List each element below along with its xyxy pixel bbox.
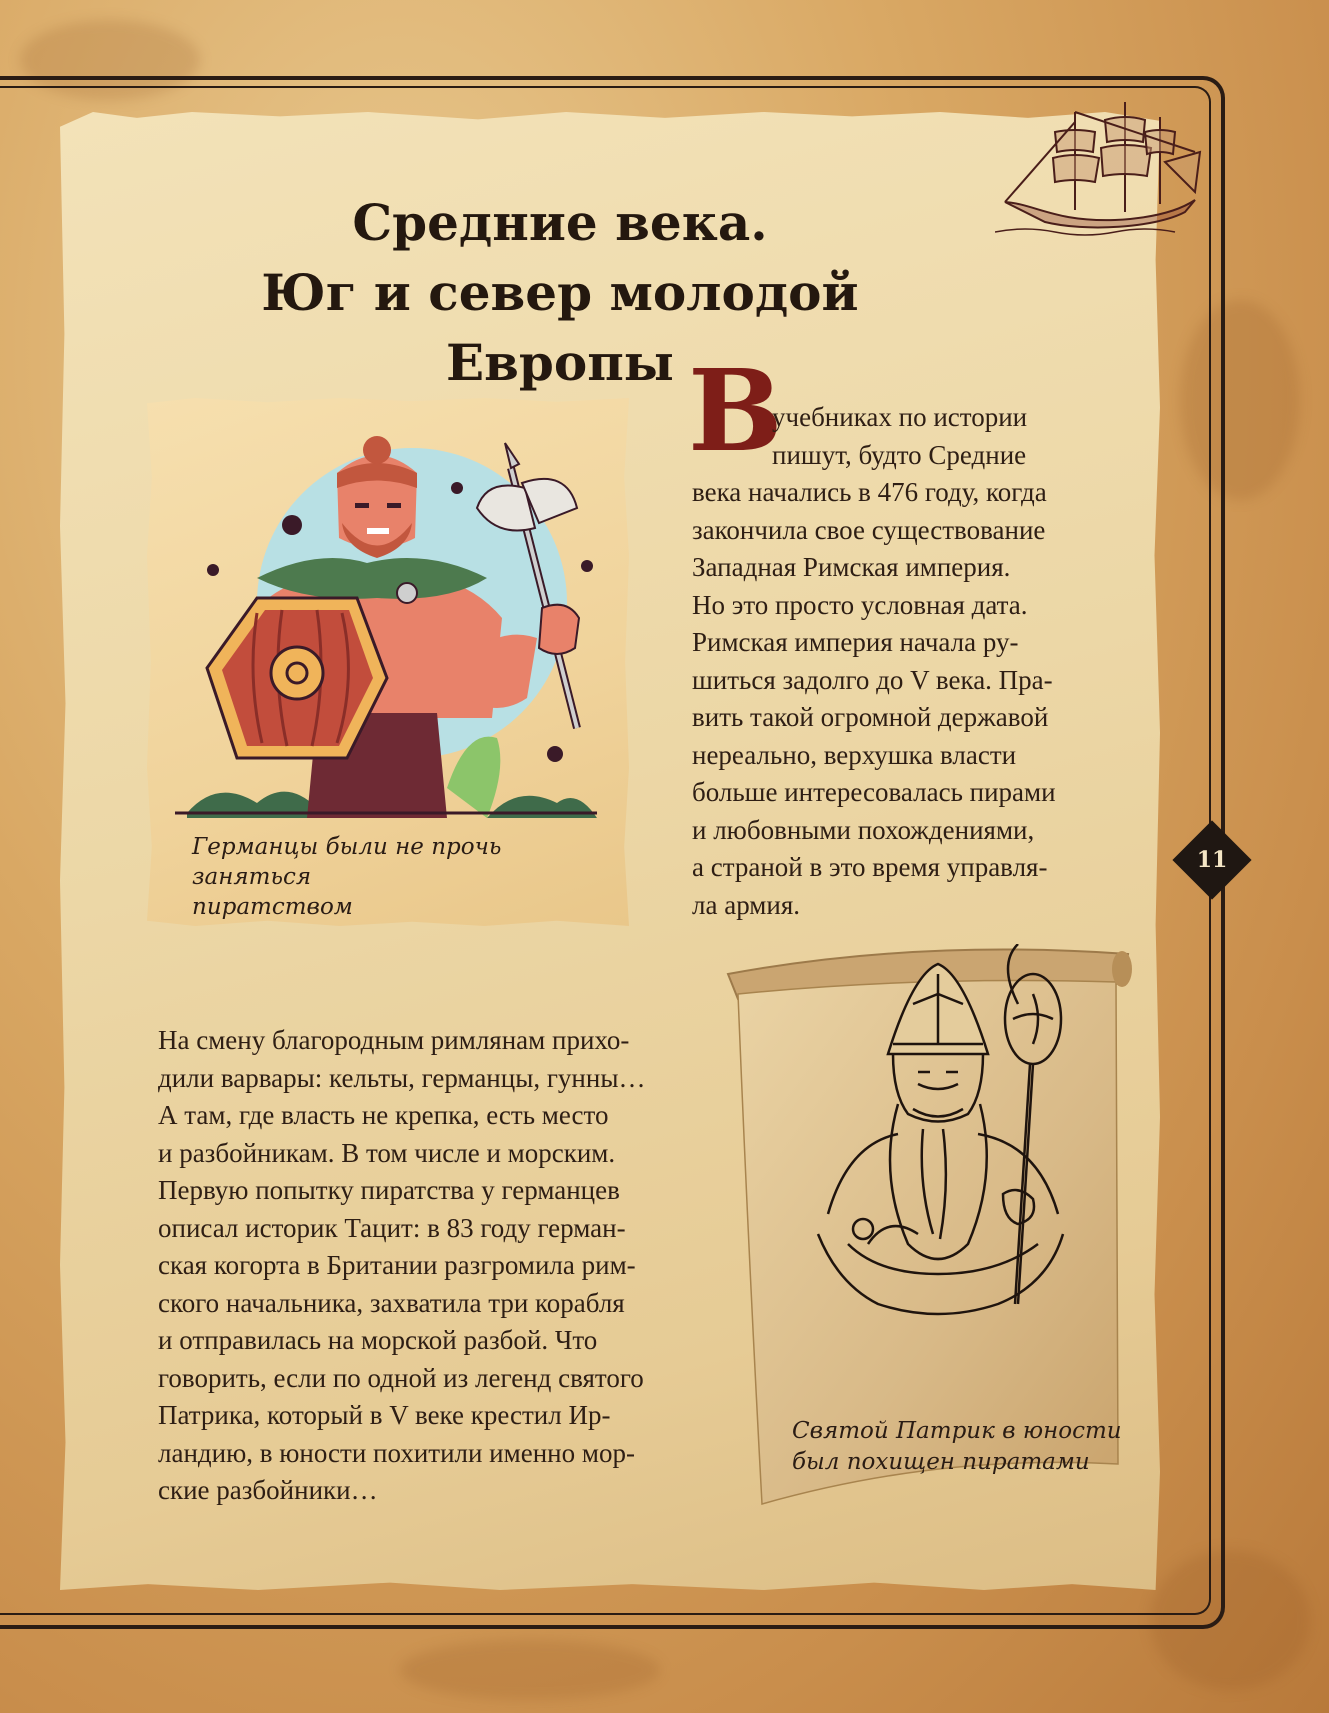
title-line-1: Средние века. <box>352 193 768 252</box>
text-line: ские разбойники… <box>158 1475 378 1505</box>
patrick-caption <box>792 1416 1122 1478</box>
text-line: ского начальника, захватила три корабля <box>158 1287 625 1318</box>
patrick-caption-line-1: Святой Патрик в юности <box>792 1418 1122 1444</box>
text-line: ландию, в юности похитили именно мор- <box>158 1437 635 1468</box>
text-line: Римская империя начала ру- <box>692 627 1019 657</box>
drop-cap: В <box>688 346 783 477</box>
body-paragraph <box>158 1022 738 1510</box>
page-number-badge <box>1172 820 1252 900</box>
text-line: а страной в это время управля- <box>692 852 1048 882</box>
text-line: Западная Римская империя. <box>692 552 1011 582</box>
text-line: говорить, если по одной из легенд святого <box>158 1362 644 1393</box>
patrick-caption-line-2: был похищен пиратами <box>792 1449 1090 1475</box>
text-line: На смену благородным римлянам прихо- <box>158 1025 630 1055</box>
intro-paragraph <box>692 399 1122 924</box>
warrior-caption-line-1: Германцы были не прочь заняться <box>192 834 502 890</box>
page-number: 11 <box>1196 847 1228 873</box>
title-line-2: Юг и север молодой Европы <box>261 263 859 392</box>
text-line: пишут, будто Средние <box>772 439 1027 470</box>
text-line: и разбойникам. В том числе и морским. <box>158 1137 616 1168</box>
text-line: дили варвары: кельты, германцы, гунны… <box>158 1062 646 1093</box>
text-line: Первую попытку пиратства у германцев <box>158 1175 620 1205</box>
text-line: Но это просто условная дата. <box>692 589 1028 620</box>
warrior-caption <box>192 832 612 922</box>
ship-illustration <box>995 92 1205 242</box>
text-line: учебниках по истории <box>772 402 1028 432</box>
text-line: и отправилась на морской разбой. Что <box>158 1325 598 1355</box>
text-line: закончила свое существование <box>692 514 1046 545</box>
text-line: ла армия. <box>692 889 800 920</box>
text-line: А там, где власть не крепка, есть место <box>158 1100 609 1130</box>
text-line: и любовными похождениями, <box>692 814 1035 845</box>
text-line: вить такой огромной державой <box>692 702 1049 732</box>
text-line: ская когорта в Британии разгромила рим- <box>158 1250 636 1280</box>
text-line: нереально, верхушка власти <box>692 739 1017 770</box>
paper-stain <box>400 1640 660 1700</box>
text-line: века начались в 476 году, когда <box>692 477 1047 507</box>
text-line: описал историк Тацит: в 83 году герман- <box>158 1212 626 1243</box>
page-title <box>150 188 970 398</box>
text-line: больше интересовалась пирами <box>692 777 1056 807</box>
text-line: Патрика, который в V веке крестил Ир- <box>158 1400 611 1430</box>
text-line: шиться задолго до V века. Пра- <box>692 664 1053 695</box>
warrior-caption-line-2: пиратством <box>192 894 353 920</box>
